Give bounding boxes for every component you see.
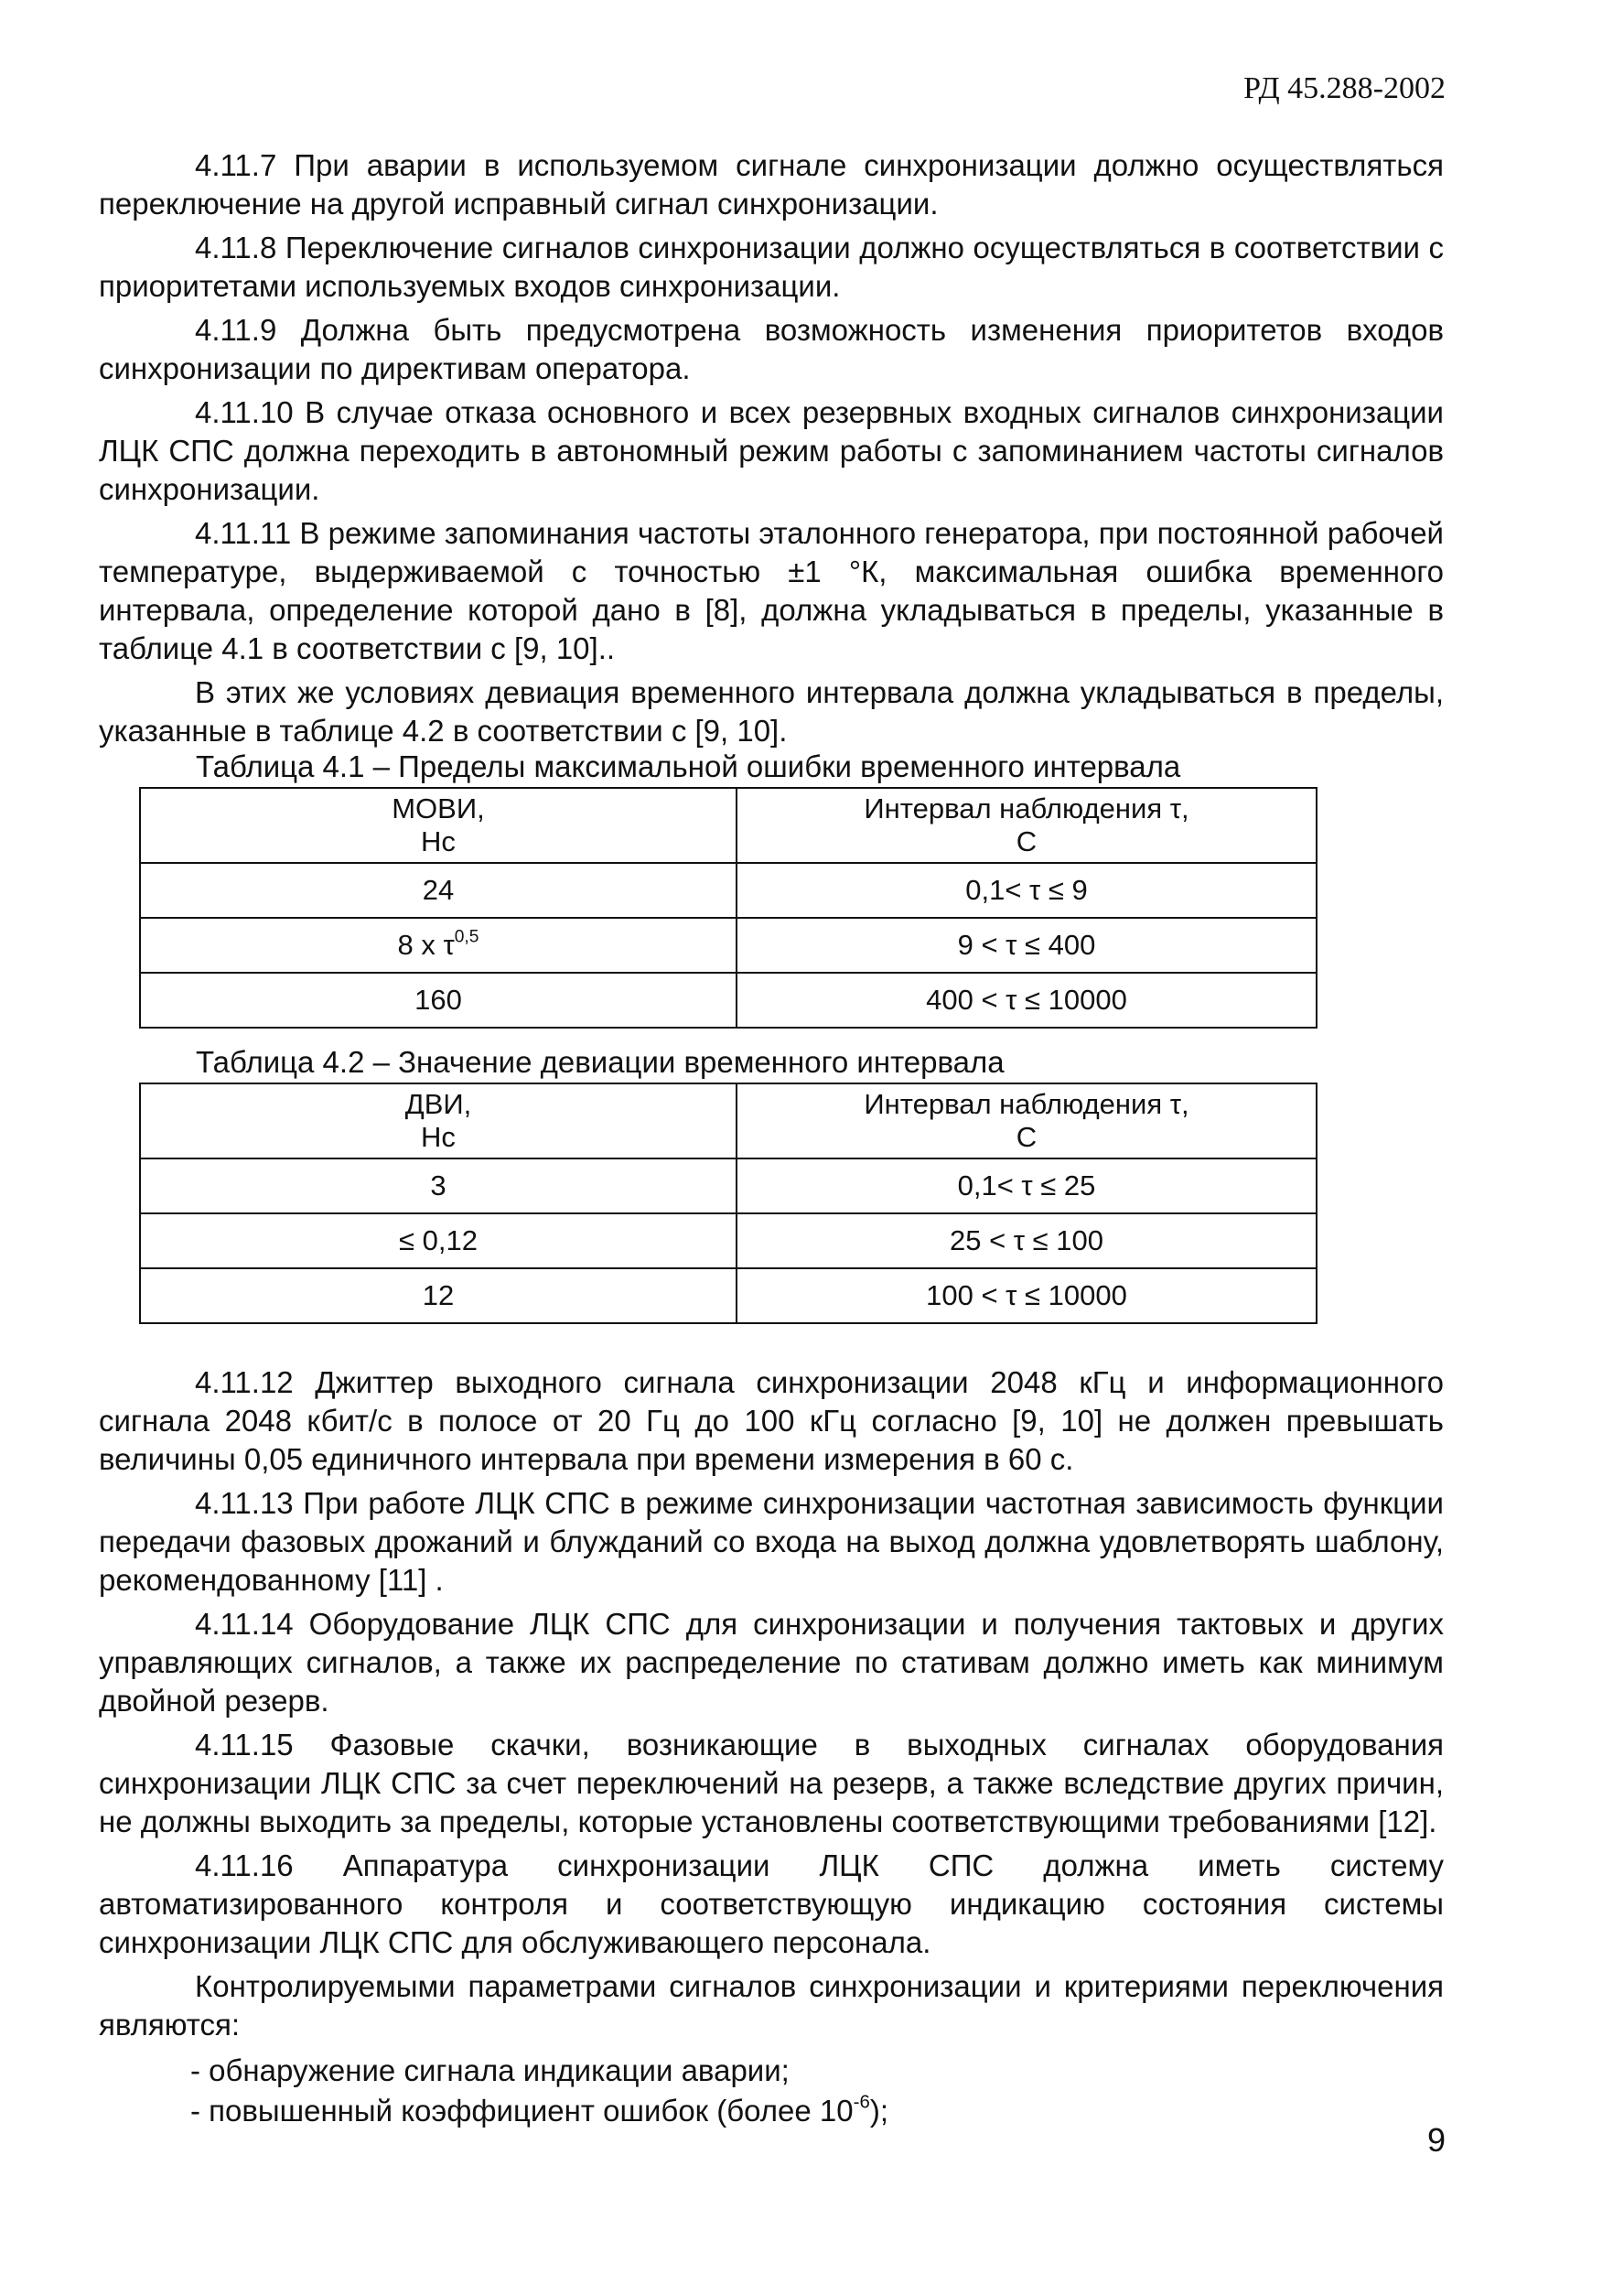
- header-cell-interval: [737, 1083, 1317, 1158]
- paragraph-4-11-14: 4.11.14 Оборудование ЛЦК СПС для синхронизации и получения тактовых и других управляющих сигналов, а также их распределение по стативам должно иметь как минимум двойной резерв.: [99, 1607, 1444, 1718]
- table-cell-value: [140, 918, 737, 973]
- page-number: 9: [1426, 2121, 1446, 2159]
- paragraph-4-11-15: 4.11.15 Фазовые скачки, возникающие в выходных сигналах оборудования синхронизации ЛЦК СПС за счет переключений на резерв, а также вследствие других причин, не должны выходить за пределы, которые установлены соответствующими требованиями [12].: [99, 1728, 1444, 1838]
- list-item-text: - повышенный коэффициент ошибок (более 10: [190, 2094, 854, 2128]
- paragraph-4-11-11: 4.11.11 В режиме запоминания частоты эталонного генератора, при постоянной рабочей температуре, выдерживаемой с точностью ±1 °К, максимальная ошибка временного интервала, определение которой дано в [8], должна укладываться в пределы, указанные в таблице 4.1 в соответствии с [9, 10]..: [99, 516, 1444, 665]
- table-cell-value: 3: [140, 1158, 737, 1213]
- table-4-1: [139, 787, 1317, 1029]
- header-interval-line1: Интервал наблюдения τ,: [864, 792, 1189, 824]
- table-cell-interval: 100 < τ ≤ 10000: [737, 1268, 1317, 1323]
- table-row: [140, 918, 1317, 973]
- table-cell-interval: 0,1< τ ≤ 9: [737, 863, 1317, 918]
- table-cell-value: 160: [140, 973, 737, 1028]
- table-row: [140, 1213, 1317, 1268]
- formula-base: 8 x τ: [397, 929, 455, 961]
- header-cell-movi: [140, 788, 737, 863]
- list-item: [190, 2092, 1444, 2130]
- table-4-1-caption: Таблица 4.1 – Пределы максимальной ошибки временного интервала: [196, 749, 1181, 783]
- table-row: [140, 1268, 1317, 1323]
- formula-exponent: 0,5: [454, 927, 479, 947]
- table-header-row: [140, 1083, 1317, 1158]
- table-4-2-caption: Таблица 4.2 – Значение девиации временного интервала: [196, 1045, 1005, 1079]
- table-cell-interval: 0,1< τ ≤ 25: [737, 1158, 1317, 1213]
- header-cell-dvi: [140, 1083, 737, 1158]
- paragraph-4-11-16: 4.11.16 Аппаратура синхронизации ЛЦК СПС должна иметь систему автоматизированного контроля и соответствующую индикацию состояния системы синхронизации ЛЦК СПС для обслуживающего персонала.: [99, 1848, 1444, 1959]
- table-row: [140, 1158, 1317, 1213]
- header-dvi-line1: ДВИ,: [404, 1088, 472, 1120]
- table-row: [140, 863, 1317, 918]
- list-item-exponent: -6: [853, 2091, 870, 2113]
- table-cell-interval: 400 < τ ≤ 10000: [737, 973, 1317, 1028]
- paragraph-4-11-9: 4.11.9 Должна быть предусмотрена возможность изменения приоритетов входов синхронизации по директивам оператора.: [99, 313, 1444, 385]
- table-cell-interval: 9 < τ ≤ 400: [737, 918, 1317, 973]
- paragraph-deviation-note: В этих же условиях девиация временного интервала должна укладываться в пределы, указанные в таблице 4.2 в соответствии с [9, 10].: [99, 675, 1444, 748]
- table-row: [140, 973, 1317, 1028]
- list-item: - обнаружение сигнала индикации аварии;: [190, 2053, 790, 2087]
- paragraph-4-11-7: 4.11.7 При аварии в используемом сигнале синхронизации должно осуществляться переключение на другой исправный сигнал синхронизации.: [99, 148, 1444, 221]
- table-cell-value: 12: [140, 1268, 737, 1323]
- list-item-suffix: );: [869, 2094, 888, 2128]
- header-dvi-line2: Нс: [421, 1121, 456, 1153]
- table-cell-value: 24: [140, 863, 737, 918]
- header-cell-interval: [737, 788, 1317, 863]
- body-text-top: [99, 146, 1444, 756]
- header-interval-line2: С: [1016, 825, 1038, 857]
- header-interval-line2: С: [1016, 1121, 1038, 1153]
- table-header-row: [140, 788, 1317, 863]
- criteria-list: [190, 2052, 1444, 2132]
- paragraph-4-11-10: 4.11.10 В случае отказа основного и всех резервных входных сигналов синхронизации ЛЦК СПС должна переходить в автономный режим работы с запоминанием частоты сигналов синхронизации.: [99, 395, 1444, 506]
- header-movi-line1: МОВИ,: [392, 792, 485, 824]
- header-movi-line2: Нс: [421, 825, 456, 857]
- table-cell-interval: 25 < τ ≤ 100: [737, 1213, 1317, 1268]
- document-code: РД 45.288-2002: [1243, 71, 1446, 105]
- header-interval-line1: Интервал наблюдения τ,: [864, 1088, 1189, 1120]
- body-text-bottom: [99, 1363, 1444, 2050]
- table-4-2: [139, 1083, 1317, 1324]
- paragraph-4-11-12: 4.11.12 Джиттер выходного сигнала синхронизации 2048 кГц и информационного сигнала 2048 кбит/с в полосе от 20 Гц до 100 кГц согласно [9, 10] не должен превышать величины 0,05 единичного интервала при времени измерения в 60 с.: [99, 1365, 1444, 1476]
- table-cell-value: ≤ 0,12: [140, 1213, 737, 1268]
- paragraph-4-11-13: 4.11.13 При работе ЛЦК СПС в режиме синхронизации частотная зависимость функции передачи фазовых дрожаний и блужданий со входа на выход должна удовлетворять шаблону, рекомендованному [11] .: [99, 1486, 1444, 1597]
- paragraph-control-params: Контролируемыми параметрами сигналов синхронизации и критериями переключения являются:: [99, 1969, 1444, 2042]
- paragraph-4-11-8: 4.11.8 Переключение сигналов синхронизации должно осуществляться в соответствии с приоритетами используемых входов синхронизации.: [99, 231, 1444, 303]
